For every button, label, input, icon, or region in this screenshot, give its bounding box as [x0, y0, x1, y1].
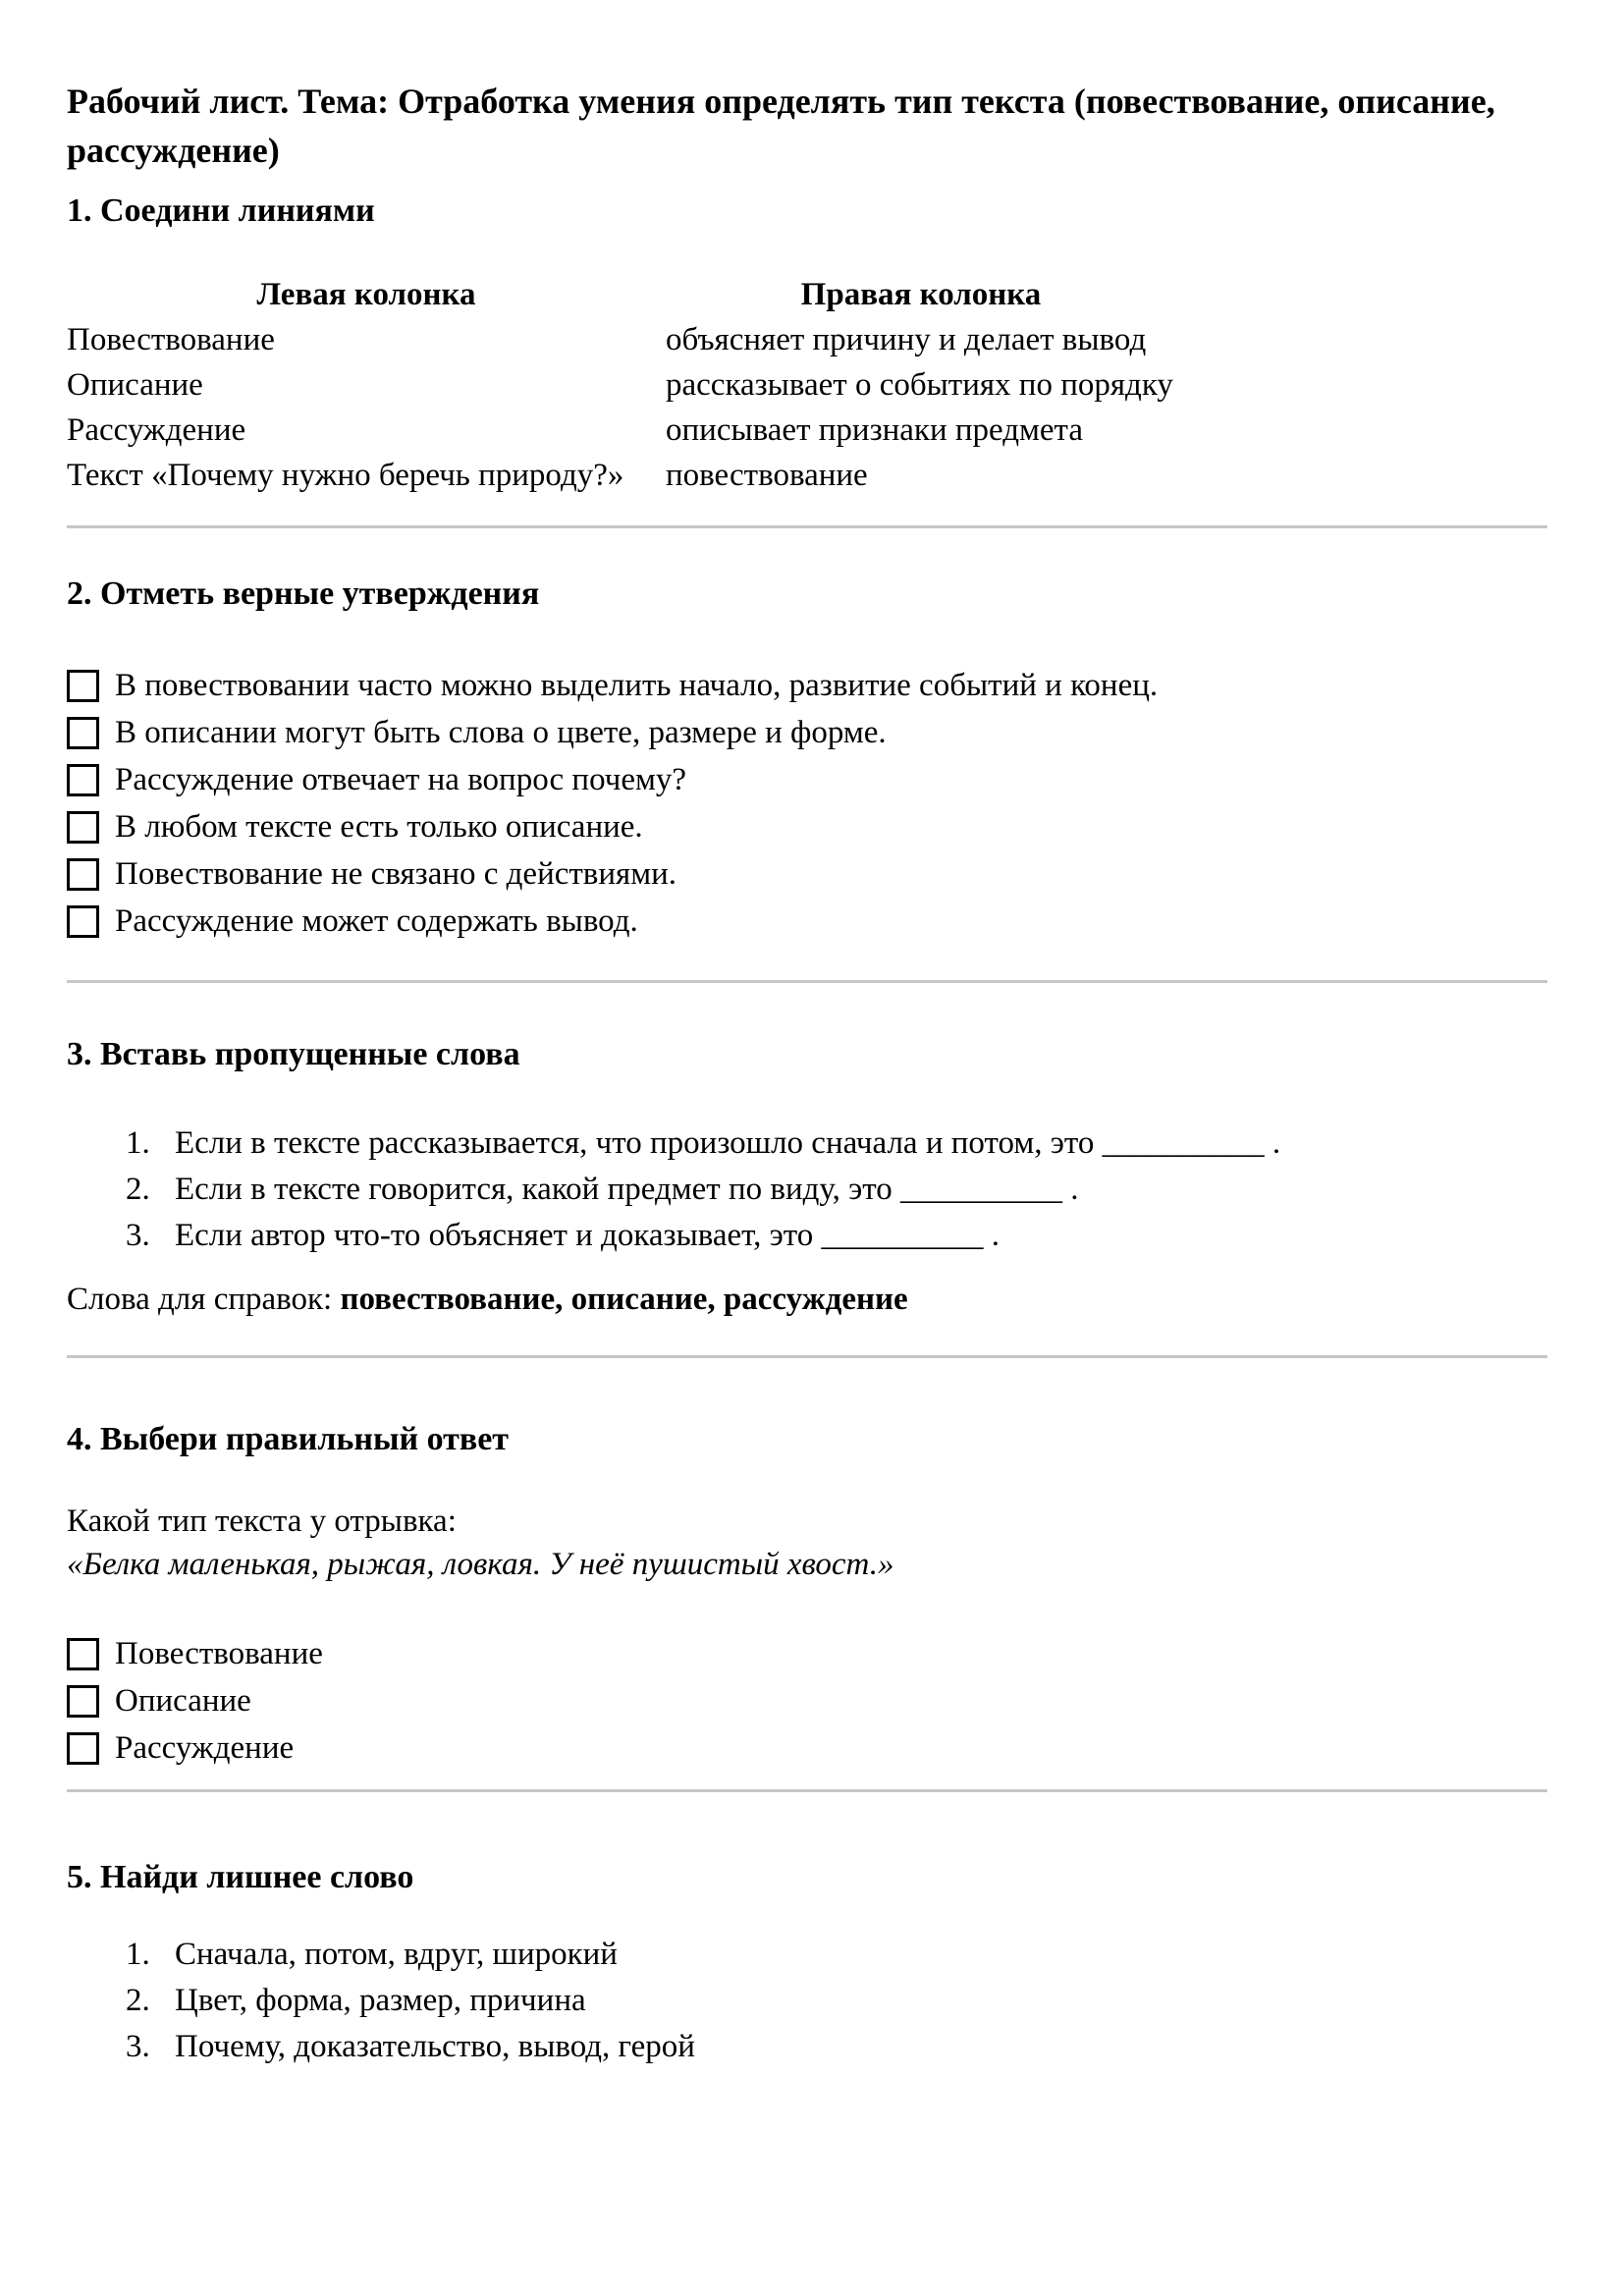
answer-option-row [67, 1677, 1547, 1724]
item-number: 3. [126, 2029, 150, 2064]
item-number: 3. [126, 1218, 150, 1253]
section-choose-correct-answer [67, 1423, 1547, 1772]
list-item [126, 1121, 1547, 1167]
left-cell: Текст «Почему нужно беречь природу?» [67, 458, 624, 493]
item-text: Если в тексте говорится, какой предмет по виду, это __________ . [175, 1172, 1079, 1207]
reference-words-label: Слова для справок: [67, 1282, 341, 1317]
checkbox-icon [67, 717, 99, 749]
left-column-header: Левая колонка [256, 277, 476, 312]
checkbox-icon [67, 1732, 99, 1765]
item-text: Цвет, форма, размер, причина [175, 1983, 586, 2018]
quote-text: «Белка маленькая, рыжая, ловкая. У неё пушистый хвост.» [67, 1547, 894, 1582]
statement-row [67, 803, 1547, 850]
section1-heading: 1. Соедини линиями [67, 192, 375, 229]
section-find-extra-word [67, 1861, 1547, 2070]
table-row [67, 408, 1176, 453]
checkbox-icon [67, 858, 99, 891]
left-cell: Описание [67, 367, 203, 403]
item-text: Сначала, потом, вдруг, широкий [175, 1937, 618, 1972]
statement-label: В описании могут быть слова о цвете, размере и форме. [115, 714, 887, 750]
right-cell: описывает признаки предмета [666, 412, 1084, 448]
section2-heading: 2. Отметь верные утверждения [67, 575, 540, 612]
fill-list [67, 1121, 1547, 1259]
statement-row [67, 709, 1547, 756]
list-item [126, 1213, 1547, 1259]
item-number: 1. [126, 1937, 150, 1972]
checkbox-icon [67, 905, 99, 938]
list-item [126, 1167, 1547, 1213]
list-item [126, 1932, 1547, 1978]
table-row [67, 453, 1176, 498]
page-title: Рабочий лист. Тема: Отработка умения определять тип текста (повествование, описание, рассуждение) [67, 82, 1495, 170]
list-item [126, 1978, 1547, 2024]
right-column-header: Правая колонка [800, 277, 1042, 312]
answer-option-label: Описание [115, 1682, 251, 1719]
section-connect-lines [67, 194, 1547, 498]
statements-list [67, 662, 1547, 945]
statement-row [67, 898, 1547, 945]
table-header-row [67, 272, 1176, 317]
section-divider [67, 1355, 1547, 1358]
checkbox-icon [67, 1638, 99, 1670]
statement-row [67, 662, 1547, 709]
section3-heading: 3. Вставь пропущенные слова [67, 1036, 520, 1072]
reference-words-line [67, 1283, 1547, 1316]
table-row [67, 317, 1176, 362]
checkbox-icon [67, 811, 99, 844]
item-text: Почему, доказательство, вывод, герой [175, 2029, 695, 2064]
match-table [67, 272, 1176, 498]
answer-option-row [67, 1724, 1547, 1772]
item-number: 2. [126, 1983, 150, 2018]
statement-row [67, 756, 1547, 803]
statement-label: Рассуждение может содержать вывод. [115, 902, 638, 939]
answer-option-row [67, 1630, 1547, 1677]
item-number: 1. [126, 1125, 150, 1161]
statement-label: В любом тексте есть только описание. [115, 808, 643, 845]
statement-row [67, 850, 1547, 898]
checkbox-icon [67, 670, 99, 702]
statement-label: Рассуждение отвечает на вопрос почему? [115, 761, 687, 797]
statement-label: Повествование не связано с действиями. [115, 855, 677, 892]
right-cell: объясняет причину и делает вывод [666, 322, 1147, 357]
checkbox-icon [67, 764, 99, 796]
right-cell: рассказывает о событиях по порядку [666, 367, 1173, 403]
section-divider [67, 525, 1547, 528]
section-divider [67, 980, 1547, 983]
statement-label: В повествовании часто можно выделить начало, развитие событий и конец. [115, 667, 1159, 703]
answer-option-label: Повествование [115, 1635, 323, 1671]
question-text: Какой тип текста у отрывка: [67, 1503, 457, 1539]
checkbox-icon [67, 1685, 99, 1718]
item-text: Если автор что-то объясняет и доказывает, это __________ . [175, 1218, 1001, 1253]
extra-word-list [67, 1932, 1547, 2070]
left-cell: Повествование [67, 322, 275, 357]
section-divider [67, 1789, 1547, 1792]
left-cell: Рассуждение [67, 412, 246, 448]
answer-options-list [67, 1630, 1547, 1772]
right-cell: повествование [666, 458, 868, 493]
item-number: 2. [126, 1172, 150, 1207]
list-item [126, 2024, 1547, 2070]
section-fill-missing-words [67, 1038, 1547, 1316]
reference-words: повествование, описание, рассуждение [340, 1282, 908, 1317]
section4-heading: 4. Выбери правильный ответ [67, 1421, 510, 1457]
item-text: Если в тексте рассказывается, что произошло сначала и потом, это __________ . [175, 1125, 1281, 1161]
answer-option-label: Рассуждение [115, 1729, 295, 1766]
section-mark-true-statements [67, 577, 1547, 945]
section5-heading: 5. Найди лишнее слово [67, 1859, 414, 1895]
table-row [67, 362, 1176, 408]
